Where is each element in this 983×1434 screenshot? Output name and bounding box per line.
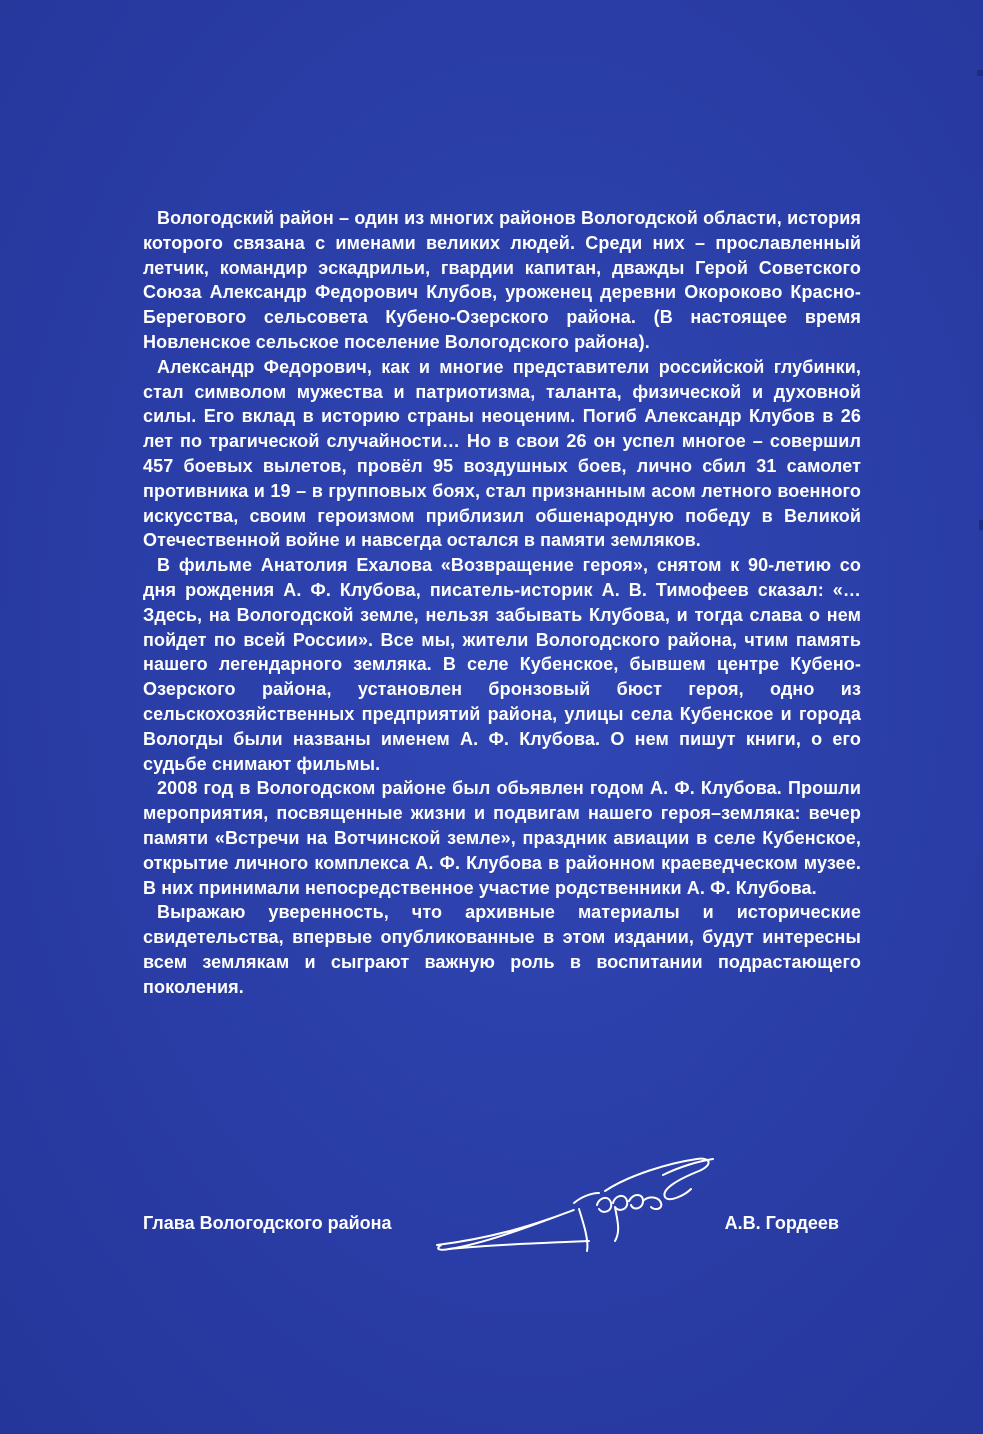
- paragraph-4: 2008 год в Вологодском районе был обьявлен годом А. Ф. Клубова. Прошли мероприятия, посвященные жизни и подвигам нашего героя–земляка: вечер памяти «Встречи на Вотчинской земле», праздник авиации в селе Кубенское, открытие личного комплекса А. Ф. Клубова в районном краеведческом музее. В них принимали непосредственное участие родственники А. Ф. Клубова.: [143, 778, 861, 898]
- signer-title: Глава Вологодского района: [143, 1213, 392, 1233]
- edge-mark: [979, 520, 983, 530]
- body-text: [143, 206, 861, 1000]
- paragraph-1: Вологодский район – один из многих районов Вологодской области, история которого связана с именами великих людей. Среди них – прославленный летчик, командир эскадрильи, гвардии капитан, дважды Герой Советского Союза Александр Федорович Клубов, уроженец деревни Окороково Красно-Берегового сельсовета Кубено-Озерского района. (В настоящее время Новленское сельское поселение Вологодского района).: [143, 208, 861, 352]
- signer-name: А.В. Гордеев: [724, 1213, 839, 1233]
- handwritten-signature: [429, 1145, 719, 1265]
- paragraph-2: Александр Федорович, как и многие представители российской глубинки, стал символом мужества и патриотизма, таланта, физической и духовной силы. Его вклад в историю страны неоценим. Погиб Александр Клубов в 26 лет по трагической случайности… Но в свои 26 он успел многое – совершил 457 боевых вылетов, провёл 95 воздушных боев, лично сбил 31 самолет противника и 19 – в групповых боях, стал признанным асом летного военного искусства, своим героизмом приблизил обшенародную победу в Великой Отечественной войне и навсегда остался в памяти земляков.: [143, 356, 861, 551]
- edge-mark: [977, 70, 983, 76]
- paragraph-3: В фильме Анатолия Ехалова «Возвращение героя», снятом к 90-летию со дня рождения А. Ф. Клубова, писатель-историк А. В. Тимофеев сказал: «…Здесь, на Вологодской земле, нельзя забывать Клубова, и тогда слава о нем пойдет по всей России». Все мы, жители Вологодского района, чтим память нашего легендарного земляка. В селе Кубенское, бывшем центре Кубено-Озерского района, установлен бронзовый бюст героя, одно из сельскохозяйственных предприятий района, улицы села Кубенское и города Вологды были названы именем А. Ф. Клубова. О нем пишут книги, о его судьбе снимают фильмы.: [143, 555, 861, 774]
- paragraph-5: Выражаю уверенность, что архивные материалы и исторические свидетельства, впервые опубликованные в этом издании, будут интересны всем землякам и сыграют важную роль в воспитании подрастающего поколения.: [143, 902, 861, 997]
- signature-block: [143, 1145, 863, 1265]
